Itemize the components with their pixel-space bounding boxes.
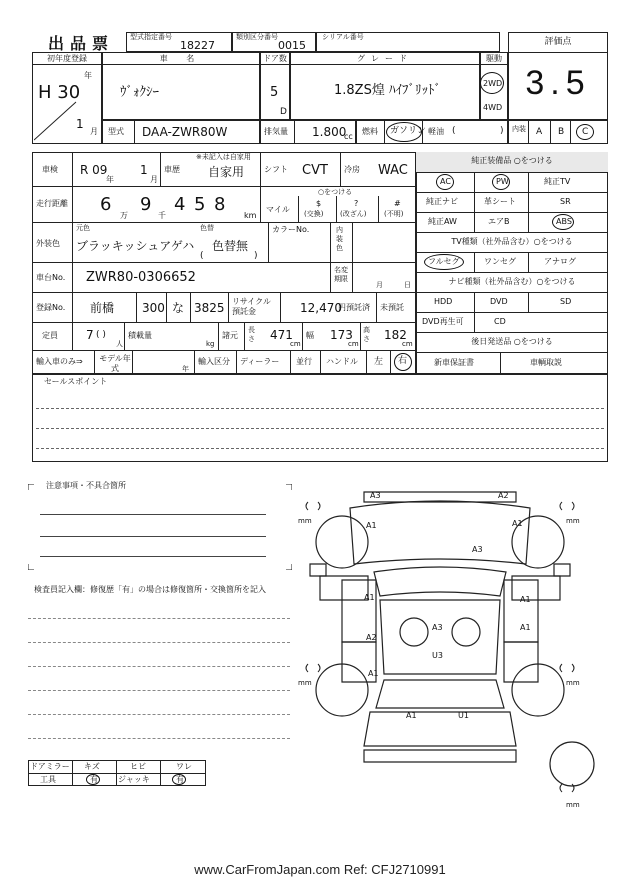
grade-label: グレード [357,54,413,63]
doors-suffix: D [280,107,287,117]
doors-label: ドア数 [263,54,287,63]
mileage-unit-man: 万 [120,211,128,220]
damage-mark-left-rear-door: A2 [366,633,377,642]
first-registration-label: 初年度登録 [47,54,87,63]
mileage-digit-1: 6 [100,194,112,215]
damage-mark-right-door: A1 [520,595,531,604]
equip-leather: 革シート [484,197,516,206]
tv-oneseg: ワンセグ [484,257,516,266]
height-value: 182 [384,328,407,342]
color-change-value: 色替無 [212,239,249,253]
ac-value: WAC [378,163,408,178]
sales-point-label: セールスポイント [44,377,108,386]
interior-color-label: 内装色 [336,226,343,252]
interior-grade-a: A [536,127,543,137]
mm-label-front-left: mm [298,517,312,525]
inspection-year-unit: 年 [106,175,114,184]
mileage-label: 走行距離 [36,199,68,208]
model-designation-value: 18227 [180,39,215,52]
first-registration-era: H 30 [38,82,81,103]
mm-label-rear-right: mm [566,679,580,687]
frame-value: ZWR80-0306652 [86,270,196,285]
capacity-label: 定員 [42,331,58,340]
damage-mark-right-rear: A1 [520,623,531,632]
navi-dvd: DVD [490,297,508,306]
color-value: ブラッキッシュアゲハ [76,239,195,253]
width-value: 173 [330,328,353,342]
recycle-value: 12,470 [300,301,342,315]
unknown-text: (不明) [384,210,404,218]
later-shipment-title: 後日発送品 ○をつける [471,337,553,346]
registration-class: 300 [142,301,165,315]
unknown-symbol: # [394,199,401,208]
category-value: 0015 [278,39,306,52]
drive-2wd-circle [480,72,504,94]
equip-pw-circle [492,174,510,190]
navi-dvd-play: DVD再生可 [422,317,464,326]
equip-abs: ABS [556,217,572,226]
shift-value: CVT [302,163,328,178]
notes-label: 注意事項・不具合箇所 [46,481,126,490]
length-value: 471 [270,328,293,342]
recycle-unit: 円預託済 [338,303,370,312]
inspection-month-unit: 月 [150,175,158,184]
legend-jack-circle [172,774,186,785]
meter-circle-note: ○をつける [318,188,353,196]
navi-hdd: HDD [434,297,453,306]
dims-label: 諸元 [222,331,238,340]
mileage-digit-3: 4 [174,194,186,215]
inspection-label: 車検 [42,165,58,174]
original-color-label: 元色 [76,224,90,232]
damage-mark-roof: A3 [432,623,443,632]
handle-right: 右 [398,356,408,366]
light-oil-label: 軽油 [428,127,444,136]
first-registration-month-unit: 月 [90,127,98,136]
mileage-digit-5: 8 [214,194,226,215]
damage-mark-left-quarter: A1 [368,669,379,678]
score-label: 評価点 [544,37,572,47]
damage-mark-hood: A3 [472,545,483,554]
capacity-value: 7 [86,328,94,342]
ac-label: 冷房 [344,165,360,174]
interior-label: 内装 [512,125,526,133]
fuel-circle [386,122,422,142]
damage-mark-front-bumper: A3 [370,491,381,500]
drive-label: 駆動 [486,54,502,63]
load-unit: kg [206,340,215,348]
load-label: 積載量 [128,331,152,340]
later-manual: 車輌取説 [530,358,562,367]
equip-abs-circle [552,214,574,230]
height-label: 高さ [363,326,370,343]
handle-right-circle [394,353,412,371]
tv-fullseg: フルセグ [428,257,460,266]
legend-tools-yes: 有 [90,775,98,784]
equip-aw: 純正AW [428,217,457,226]
notes-frame [28,481,292,570]
capacity-paren: ( ) [96,330,106,340]
shift-label: シフト [264,165,288,174]
interior-grade-c: C [582,127,589,137]
recycle-unpaid: 未預託 [380,303,404,312]
equip-ac-circle [436,174,454,190]
car-name-value: ｳﾞｫｸｼｰ [120,85,159,100]
name-change-label: 名変期限 [334,266,348,283]
import-label: 輸入車のみ⇒ [36,357,83,366]
equip-pw: PW [496,177,509,186]
type-value: DAA-ZWR80W [142,125,228,139]
interior-grade-b: B [558,127,565,137]
first-registration-year-unit: 年 [84,71,92,80]
displacement-label: 排気量 [264,127,288,136]
import-class-label: 輸入区分 [198,357,230,366]
registration-number: 3825 [194,301,225,315]
tampered-symbol: ? [354,199,359,208]
fuel-label: 燃料 [362,127,378,136]
damage-mark-rear-a1: A1 [406,711,417,720]
color-label: 外装色 [36,239,60,248]
exchange-text: (交換) [304,210,324,218]
model-year-label: モデル年式 [99,354,131,373]
mileage-unit-sen: 千 [158,211,166,220]
legend-crack: ヒビ [130,762,146,771]
diagonal-slash [34,100,94,142]
navi-sd: SD [560,297,572,306]
legend-scratch: キズ [84,762,100,771]
frame-label: 車台No. [36,273,66,282]
parallel-option: 並行 [296,357,312,366]
capacity-unit: 人 [116,340,123,348]
length-unit: cm [290,340,301,348]
registration-place: 前橋 [90,301,115,315]
mm-label-front-right: mm [566,517,580,525]
model-year-unit: 年 [182,365,189,373]
score-value: 3.5 [525,64,591,102]
equip-tv: 純正TV [544,177,571,186]
drive-4wd: 4WD [483,103,503,112]
height-unit: cm [402,340,413,348]
fuel-paren-close: ) [500,126,504,136]
dealer-option: ディーラー [240,357,280,366]
tv-analog: アナログ [544,257,576,266]
type-label: 型式 [108,127,124,136]
doors-value: 5 [270,85,279,100]
interior-grade-c-circle [576,124,594,140]
color-paren-close: ) [254,251,258,261]
equip-airbag: エアB [488,217,510,226]
inspection-era: R 09 [80,163,108,177]
legend-tools-circle [86,774,100,785]
model-designation-label: 型式指定番号 [130,33,172,41]
damage-mark-right-fender: A1 [512,519,523,528]
equip-navi: 純正ナビ [426,197,458,206]
width-label: 幅 [306,331,314,340]
footer-reference: www.CarFromJapan.com Ref: CFJ2710991 [194,862,446,877]
handle-label: ハンドル [326,357,358,366]
legend-jack: ジャッキ [118,775,150,784]
mm-label-rear-left: mm [298,679,312,687]
history-label: 車歴 [164,165,180,174]
legend-tools: 工具 [40,775,56,784]
legend-jack-yes: 有 [176,775,184,784]
damage-mark-front-right: A2 [498,491,509,500]
color-paren-open: ( [200,251,204,261]
damage-mark-roof-u3: U3 [432,651,443,660]
drive-2wd: 2WD [483,79,503,88]
tampered-text: (改ざん) [340,210,367,218]
equip-sr: SR [560,197,571,206]
damage-mark-left-fender: A1 [366,521,377,530]
page-title: 出品票 [48,34,115,53]
equip-ac: AC [440,177,451,186]
color-no-label: カラーNo. [272,225,310,234]
fuel-value: ガソリン [390,126,427,136]
fuel-paren: ( [452,126,456,136]
name-change-day: 日 [404,281,411,289]
mileage-digit-4: 5 [194,194,206,215]
displacement-unit: cc [344,132,353,141]
later-warranty: 新車保証書 [434,358,474,367]
damage-mark-left-door: A1 [364,593,375,602]
car-name-label: 車 名 [159,54,203,63]
tv-type-title: TV種類（社外品含む）○をつける [451,237,573,246]
tv-fullseg-circle [424,254,464,270]
recycle-label: リサイクル預託金 [232,297,271,316]
registration-label: 登録No. [36,303,66,312]
damage-mark-rear-u1: U1 [458,711,469,720]
navi-cd: CD [494,317,506,326]
legend-mirror: ドアミラー [30,762,70,771]
exchange-symbol: $ [316,199,322,208]
registration-kana: な [172,301,185,315]
equipment-title: 純正装備品 ○をつける [471,156,553,165]
history-value: 自家用 [208,165,245,179]
legend-break: ワレ [176,762,192,771]
serial-label: シリアル番号 [322,33,364,41]
name-change-month: 月 [376,281,383,289]
history-note: ※未記入は自家用 [196,153,251,161]
inspector-label: 検査員記入欄：修復歴「有」の場合は修復箇所・交換箇所を記入 [34,585,266,594]
category-label: 類別区分番号 [236,33,278,41]
mileage-digit-2: 9 [140,194,152,215]
navi-type-title: ナビ種類（社外品含む）○をつける [448,277,576,286]
handle-left: 左 [374,357,384,367]
length-label: 長さ [248,326,255,343]
color-number-label: 色替 [200,224,214,232]
inspection-month: 1 [140,163,148,177]
first-registration-month: 1 [76,117,84,131]
mm-label-spare: mm [566,801,580,809]
mileage-unit-km: km [244,211,257,220]
grade-value: 1.8ZS煌 ﾊｲﾌﾞﾘｯﾄﾞ [334,83,441,98]
width-unit: cm [348,340,359,348]
car-damage-diagram [290,484,610,814]
displacement-value: 1.800 [312,125,347,139]
mile-label: マイル [266,205,290,214]
